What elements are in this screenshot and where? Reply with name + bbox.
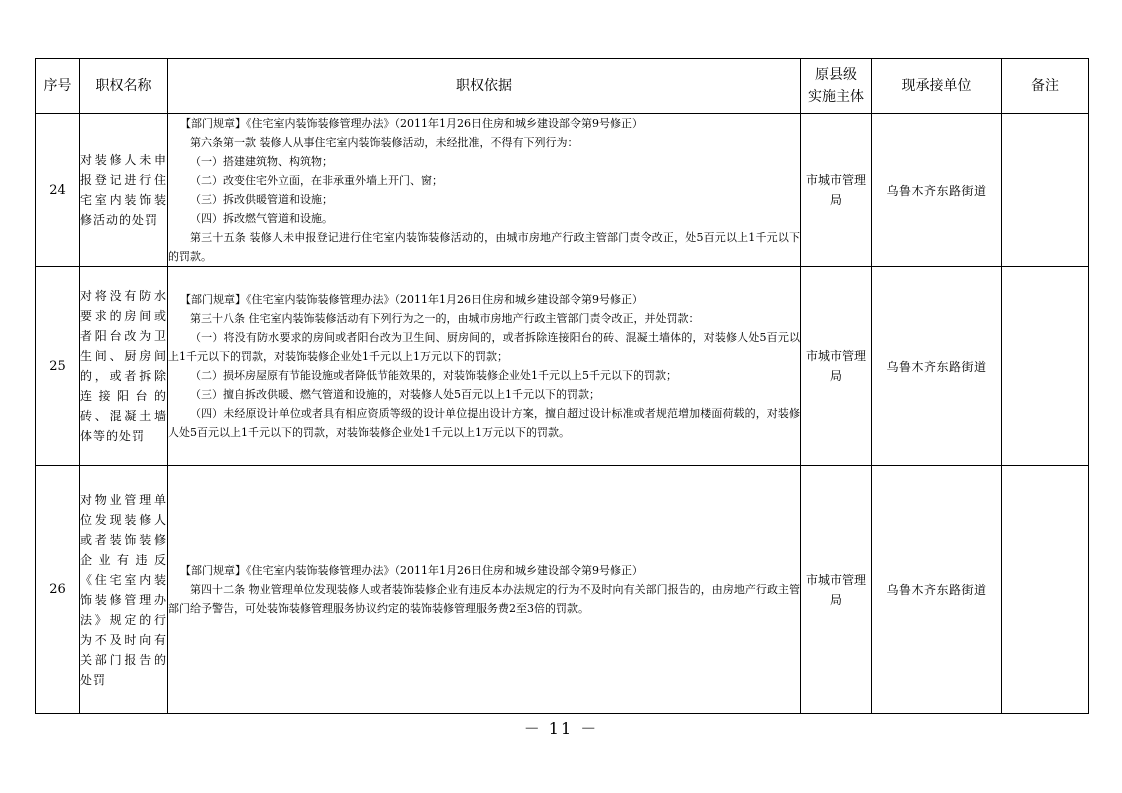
table-row bbox=[36, 114, 1089, 267]
row-seq: 24 bbox=[36, 114, 80, 267]
header-original-implementer bbox=[801, 59, 872, 114]
basis-line: （四）未经原设计单位或者具有相应资质等级的设计单位提出设计方案，擅自超过设计标准或者规范增加楼面荷载的，对装修人处5百元以上1千元以下的罚款，对装饰装修企业处1千元以上1万元以下的罚款。 bbox=[168, 407, 800, 439]
row-authority-name: 对将没有防水要求的房间或者阳台改为卫生间、厨房间的，或者拆除连接阳台的砖、混凝土墙体等的处罚 bbox=[80, 267, 168, 466]
row-authority-name: 对装修人未申报登记进行住宅室内装饰装修活动的处罚 bbox=[80, 114, 168, 267]
row-current-unit: 乌鲁木齐东路街道 bbox=[872, 114, 1002, 267]
row-original-implementer: 市城市管理局 bbox=[801, 466, 872, 714]
basis-line: 第三十八条 住宅室内装饰装修活动有下列行为之一的，由城市房地产行政主管部门责令改正，并处罚款： bbox=[190, 312, 700, 325]
table-row bbox=[36, 267, 1089, 466]
page-number: － 11 － bbox=[523, 719, 599, 738]
row-seq: 25 bbox=[36, 267, 80, 466]
basis-line: （一）搭建建筑物、构筑物； bbox=[190, 155, 333, 168]
row-note bbox=[1002, 466, 1089, 714]
basis-line: 第四十二条 物业管理单位发现装修人或者装饰装修企业有违反本办法规定的行为不及时向有关部门报告的，由房地产行政主管部门给予警告，可处装饰装修管理服务协议约定的装饰装修管理服务费2至3倍的罚款。 bbox=[168, 583, 800, 615]
header-note: 备注 bbox=[1002, 59, 1089, 114]
basis-line: （二）损坏房屋原有节能设施或者降低节能效果的，对装饰装修企业处1千元以上5千元以下的罚款； bbox=[190, 369, 677, 382]
basis-line: （三）擅自拆改供暖、燃气管道和设施的，对装修人处5百元以上1千元以下的罚款； bbox=[190, 388, 600, 401]
basis-line: （四）拆改燃气管道和设施。 bbox=[190, 212, 333, 225]
row-authority-name: 对物业管理单位发现装修人或者装饰装修企业有违反《住宅室内装饰装修管理办法》规定的行为不及时向有关部门报告的处罚 bbox=[80, 466, 168, 714]
header-seq: 序号 bbox=[36, 59, 80, 114]
header-original-implementer-line1: 原县级 bbox=[815, 67, 857, 83]
row-original-implementer: 市城市管理局 bbox=[801, 114, 872, 267]
header-authority-name: 职权名称 bbox=[80, 59, 168, 114]
basis-line: 第六条第一款 装修人从事住宅室内装饰装修活动，未经批准，不得有下列行为： bbox=[190, 136, 579, 149]
row-original-implementer: 市城市管理局 bbox=[801, 267, 872, 466]
basis-line: 第三十五条 装修人未申报登记进行住宅室内装饰装修活动的，由城市房地产行政主管部门责令改正，处5百元以上1千元以下的罚款。 bbox=[168, 231, 800, 263]
row-authority-basis bbox=[168, 267, 801, 466]
row-current-unit: 乌鲁木齐东路街道 bbox=[872, 267, 1002, 466]
row-seq: 26 bbox=[36, 466, 80, 714]
basis-line: （三）拆改供暖管道和设施； bbox=[190, 193, 333, 206]
basis-line: （一）将没有防水要求的房间或者阳台改为卫生间、厨房间的，或者拆除连接阳台的砖、混凝土墙体的，对装修人处5百元以上1千元以下的罚款，对装饰装修企业处1千元以上1万元以下的罚款； bbox=[168, 331, 800, 363]
table-row bbox=[36, 466, 1089, 714]
header-authority-basis: 职权依据 bbox=[168, 59, 801, 114]
basis-line: 【部门规章】《住宅室内装饰装修管理办法》（2011年1月26日住房和城乡建设部令第9号修正） bbox=[180, 117, 643, 130]
row-note bbox=[1002, 114, 1089, 267]
basis-line: 【部门规章】《住宅室内装饰装修管理办法》（2011年1月26日住房和城乡建设部令第9号修正） bbox=[180, 564, 643, 577]
authority-table bbox=[35, 58, 1089, 714]
row-current-unit: 乌鲁木齐东路街道 bbox=[872, 466, 1002, 714]
row-authority-basis bbox=[168, 466, 801, 714]
header-current-unit: 现承接单位 bbox=[872, 59, 1002, 114]
basis-line: 【部门规章】《住宅室内装饰装修管理办法》（2011年1月26日住房和城乡建设部令第9号修正） bbox=[180, 293, 643, 306]
header-original-implementer-line2: 实施主体 bbox=[808, 89, 864, 105]
row-note bbox=[1002, 267, 1089, 466]
basis-line: （二）改变住宅外立面，在非承重外墙上开门、窗； bbox=[190, 174, 443, 187]
table-header-row bbox=[36, 59, 1089, 114]
row-authority-basis bbox=[168, 114, 801, 267]
